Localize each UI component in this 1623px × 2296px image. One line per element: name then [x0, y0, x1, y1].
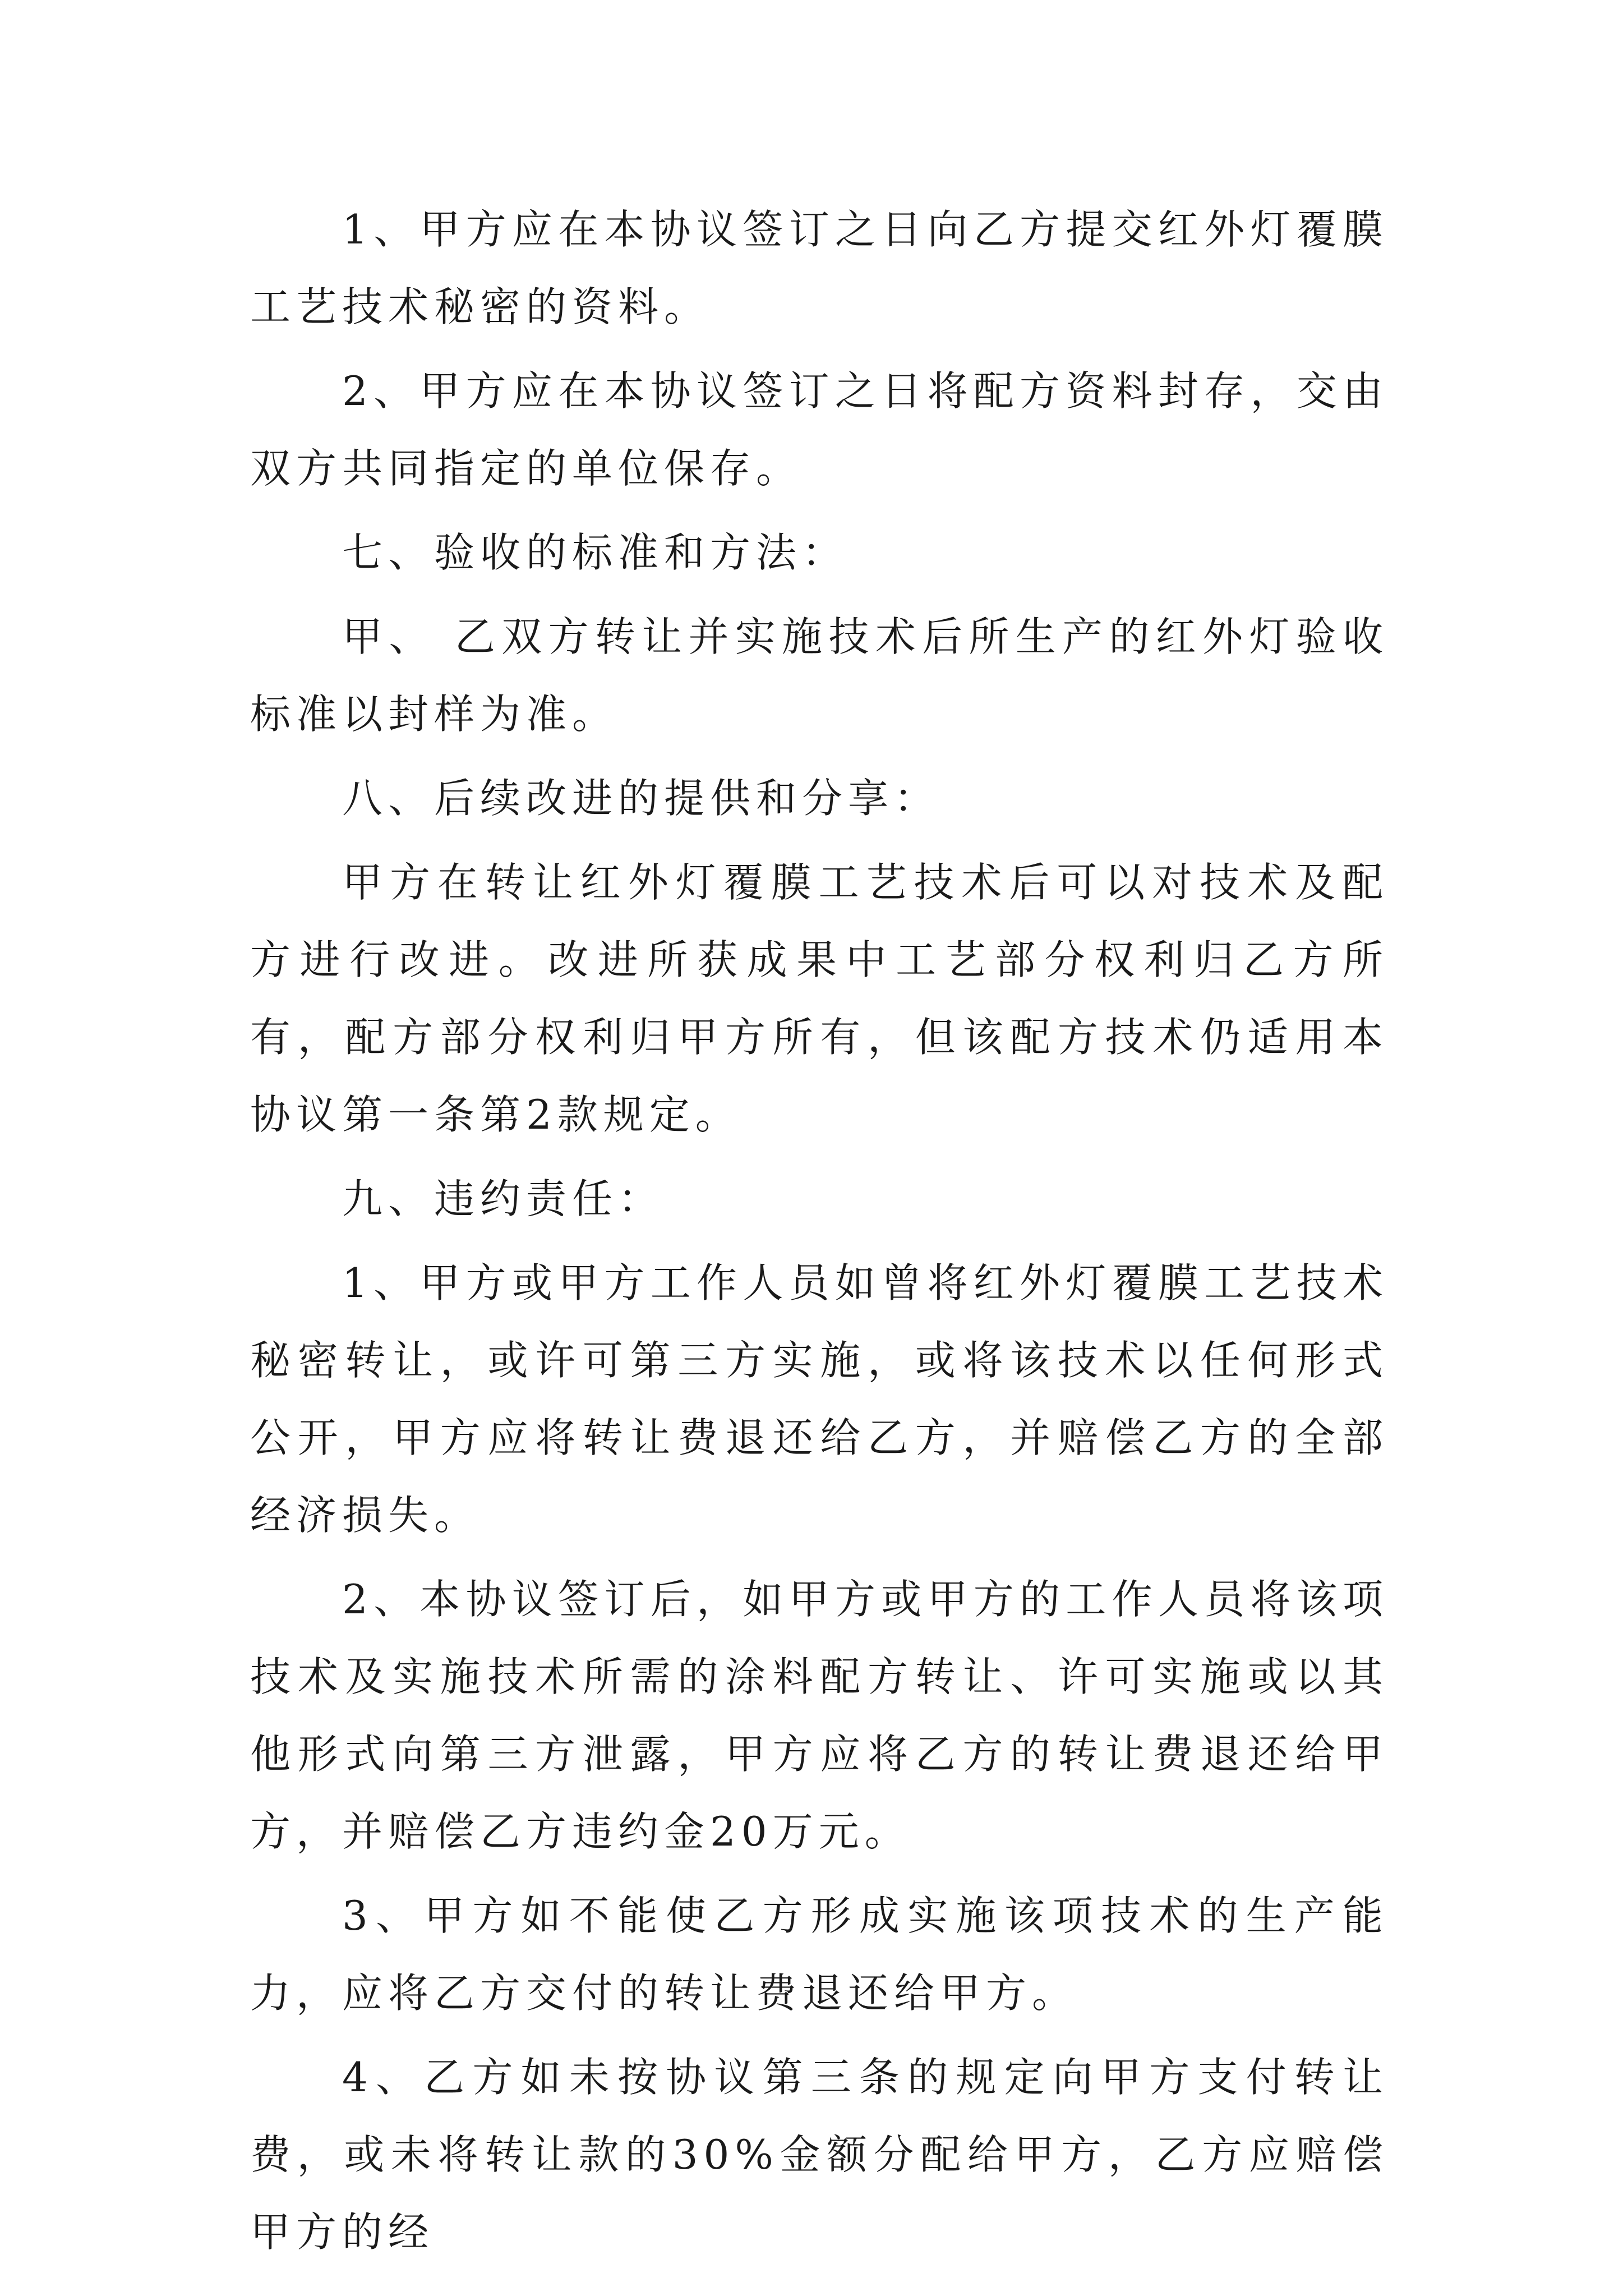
document-body — [250, 191, 1389, 2271]
paragraph-liability-2: 2、本协议签订后，如甲方或甲方的工作人员将该项技术及实施技术所需的涂料配方转让、许可实施或以其他形式向第三方泄露，甲方应将乙方的转让费退还给甲方，并赔偿乙方违约金20万元。 — [250, 1576, 1389, 1855]
paragraph-acceptance: 甲、 乙双方转让并实施技术后所生产的红外灯验收标准以封样为准。 — [250, 613, 1389, 738]
paragraph-liability-3: 3、甲方如不能使乙方形成实施该项技术的生产能力，应将乙方交付的转让费退还给甲方。 — [250, 1892, 1389, 2017]
section-heading-acceptance: 七、验收的标准和方法： — [342, 529, 849, 576]
paragraph-liability-4: 4、乙方如未按协议第三条的规定向甲方支付转让费，或未将转让款的30%金额分配给甲方，乙方应赔偿甲方的经 — [250, 2054, 1389, 2256]
paragraph-clause-1: 1、甲方应在本协议签订之日向乙方提交红外灯覆膜工艺技术秘密的资料。 — [250, 206, 1389, 330]
paragraph-improvements: 甲方在转让红外灯覆膜工艺技术后可以对技术及配方进行改进。改进所获成果中工艺部分权利归乙方所有，配方部分权利归甲方所有，但该配方技术仍适用本协议第一条第2款规定。 — [250, 859, 1389, 1138]
paragraph-liability-1: 1、甲方或甲方工作人员如曾将红外灯覆膜工艺技术秘密转让，或许可第三方实施，或将该技术以任何形式公开，甲方应将转让费退还给乙方，并赔偿乙方的全部经济损失。 — [250, 1259, 1389, 1539]
paragraph-clause-2: 2、甲方应在本协议签订之日将配方资料封存，交由双方共同指定的单位保存。 — [250, 367, 1389, 492]
section-heading-liability: 九、违约责任： — [342, 1175, 665, 1222]
section-heading-improvements: 八、后续改进的提供和分享： — [342, 775, 940, 822]
